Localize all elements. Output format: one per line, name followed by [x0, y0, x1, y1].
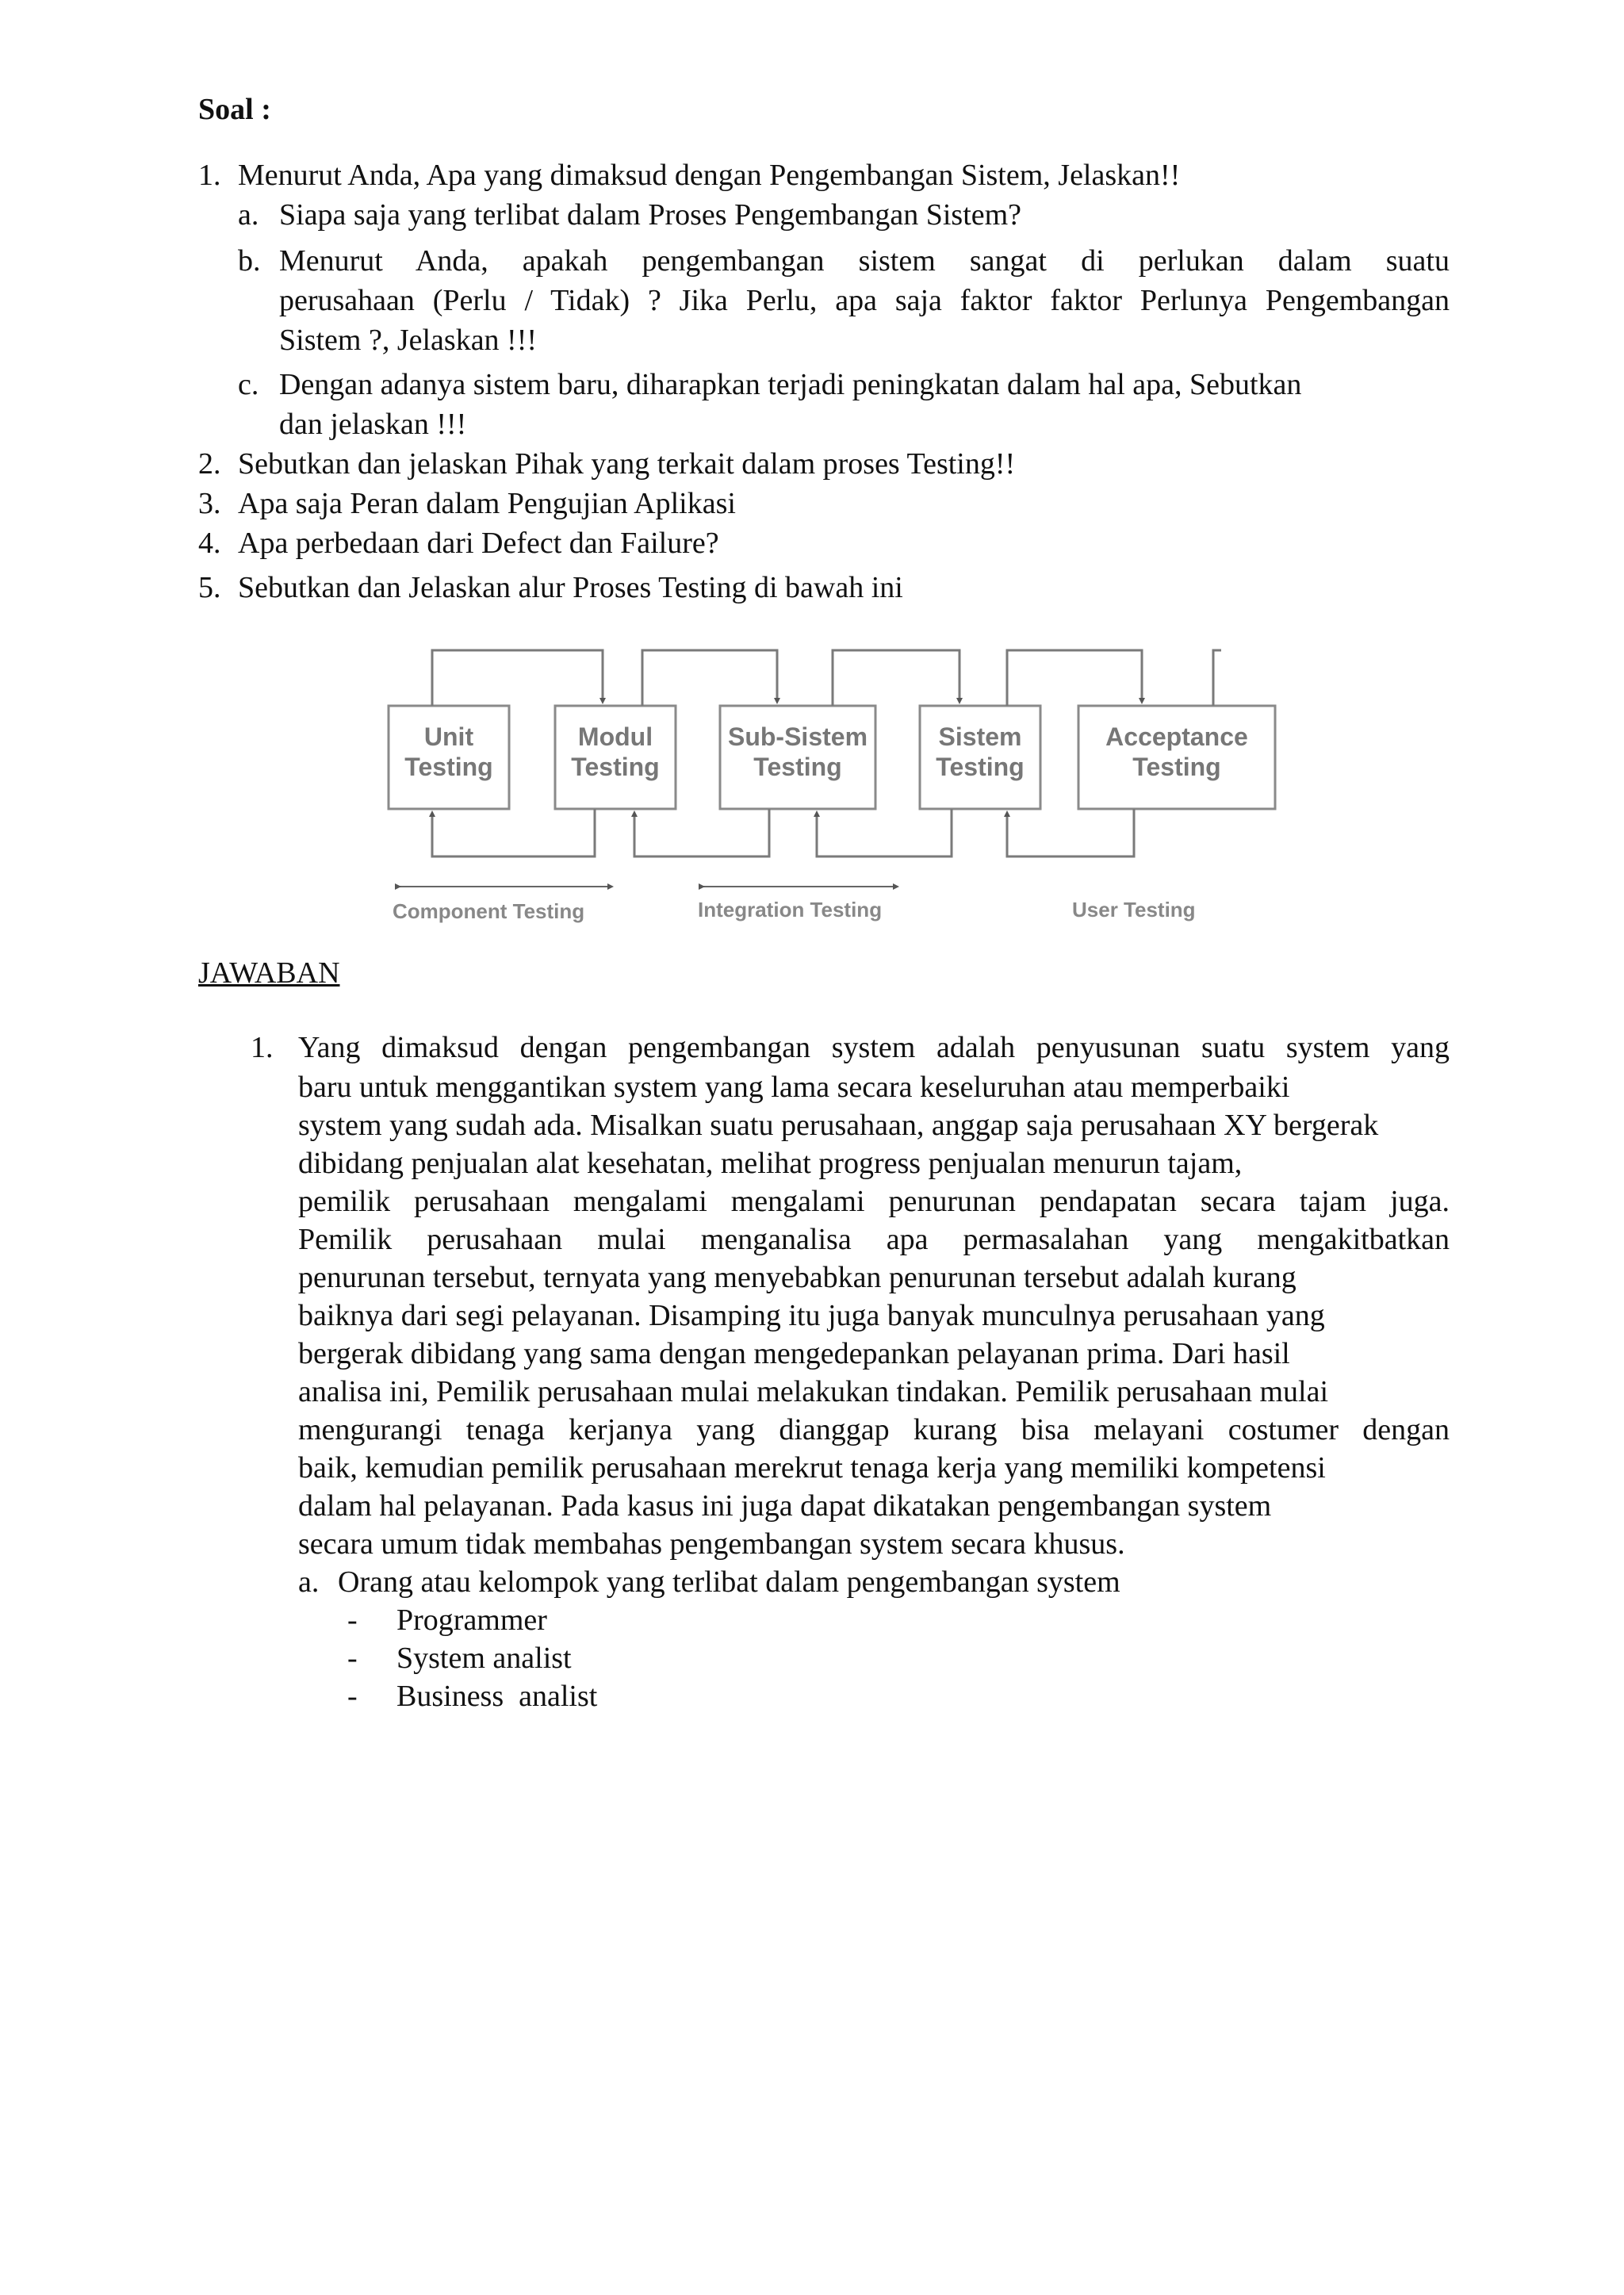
question-5-number: 5. [198, 571, 221, 604]
unit-testing-label-2: Testing [404, 753, 493, 781]
unit-testing-label-1: Unit [423, 722, 474, 751]
sub-question-b-line-3: Sistem ?, Jelaskan !!! [279, 324, 538, 357]
answer-sub-a-number: a. [298, 1565, 320, 1599]
sub-question-b-number: b. [238, 244, 261, 278]
question-5-text: Sebutkan dan Jelaskan alur Proses Testing di bawah ini [238, 571, 903, 604]
sub-question-a-number: a. [238, 198, 259, 232]
sub-question-c-line-2: dan jelaskan !!! [279, 408, 467, 441]
user-testing-label: User Testing [1072, 898, 1196, 921]
sub-sistem-testing-label-1: Sub-Sistem [727, 722, 868, 751]
sub-question-b-line-2: perusahaan (Perlu / Tidak) ? Jika Perlu, apa saja faktor faktor Perlunya Pengembangan [279, 284, 1450, 317]
question-4-text: Apa perbedaan dari Defect dan Failure? [238, 527, 719, 560]
list-item-business-analist: Business analist [396, 1680, 598, 1713]
question-4-number: 4. [198, 527, 221, 560]
question-1-text: Menurut Anda, Apa yang dimaksud dengan Pengembangan Sistem, Jelaskan!! [238, 159, 1181, 192]
sub-question-a-text: Siapa saja yang terlibat dalam Proses Pengembangan Sistem? [279, 198, 1022, 232]
component-testing-label: Component Testing [393, 899, 585, 923]
bullet-dash: - [347, 1642, 358, 1675]
soal-heading: Soal : [198, 93, 271, 126]
answer-1-number: 1. [251, 1031, 274, 1064]
acceptance-testing-label-2: Testing [1132, 753, 1221, 781]
answer-line-10: analisa ini, Pemilik perusahaan mulai melakukan tindakan. Pemilik perusahaan mulai [298, 1375, 1329, 1408]
acceptance-testing-label-1: Acceptance [1105, 722, 1248, 751]
answer-line-9: bergerak dibidang yang sama dengan mengedepankan pelayanan prima. Dari hasil [298, 1337, 1290, 1370]
top-connectors [432, 650, 1221, 706]
integration-testing-label: Integration Testing [698, 898, 883, 921]
answer-line-6: Pemilik perusahaan mulai menganalisa apa permasalahan yang mengakitbatkan [298, 1223, 1450, 1256]
list-item-system-analist: System analist [396, 1642, 572, 1675]
question-2-number: 2. [198, 447, 221, 481]
sistem-testing-label-2: Testing [936, 753, 1025, 781]
sub-question-b-line-1: Menurut Anda, apakah pengembangan sistem sangat di perlukan dalam suatu [279, 244, 1450, 278]
list-item-programmer: Programmer [396, 1603, 547, 1637]
answer-line-12: baik, kemudian pemilik perusahaan merekrut tenaga kerja yang memiliki kompetensi [298, 1451, 1326, 1485]
answer-line-11: mengurangi tenaga kerjanya yang dianggap kurang bisa melayani costumer dengan [298, 1413, 1450, 1446]
bullet-dash: - [347, 1603, 358, 1637]
testing-process-svg [373, 634, 1293, 936]
bullet-dash: - [347, 1680, 358, 1713]
question-3-number: 3. [198, 487, 221, 520]
answer-line-2: baru untuk menggantikan system yang lama secara keseluruhan atau memperbaiki [298, 1071, 1290, 1104]
answer-line-13: dalam hal pelayanan. Pada kasus ini juga dapat dikatakan pengembangan system [298, 1489, 1272, 1523]
testing-process-diagram [373, 634, 1293, 936]
answer-line-4: dibidang penjualan alat kesehatan, melihat progress penjualan menurun tajam, [298, 1147, 1243, 1180]
sistem-testing-label-1: Sistem [938, 722, 1022, 751]
modul-testing-label-2: Testing [571, 753, 660, 781]
answer-line-3: system yang sudah ada. Misalkan suatu perusahaan, anggap saja perusahaan XY bergerak [298, 1109, 1379, 1142]
answer-line-5: pemilik perusahaan mengalami mengalami penurunan pendapatan secara tajam juga. [298, 1185, 1450, 1218]
modul-testing-label-1: Modul [577, 722, 653, 751]
question-2-text: Sebutkan dan jelaskan Pihak yang terkait dalam proses Testing!! [238, 447, 1016, 481]
answer-line-7: penurunan tersebut, ternyata yang menyebabkan penurunan tersebut adalah kurang [298, 1261, 1297, 1294]
jawaban-heading: JAWABAN [198, 956, 340, 990]
question-1-number: 1. [198, 159, 221, 192]
sub-sistem-testing-label-2: Testing [753, 753, 842, 781]
answer-line-8: baiknya dari segi pelayanan. Disamping itu juga banyak munculnya perusahaan yang [298, 1299, 1325, 1332]
bottom-connectors [432, 809, 1134, 856]
answer-sub-a-text: Orang atau kelompok yang terlibat dalam pengembangan system [338, 1565, 1120, 1599]
sub-question-c-number: c. [238, 368, 259, 401]
sub-question-c-line-1: Dengan adanya sistem baru, diharapkan terjadi peningkatan dalam hal apa, Sebutkan [279, 368, 1302, 401]
answer-line-14: secara umum tidak membahas pengembangan system secara khusus. [298, 1527, 1125, 1561]
question-3-text: Apa saja Peran dalam Pengujian Aplikasi [238, 487, 736, 520]
answer-line-1: Yang dimaksud dengan pengembangan system adalah penyusunan suatu system yang [298, 1031, 1450, 1064]
